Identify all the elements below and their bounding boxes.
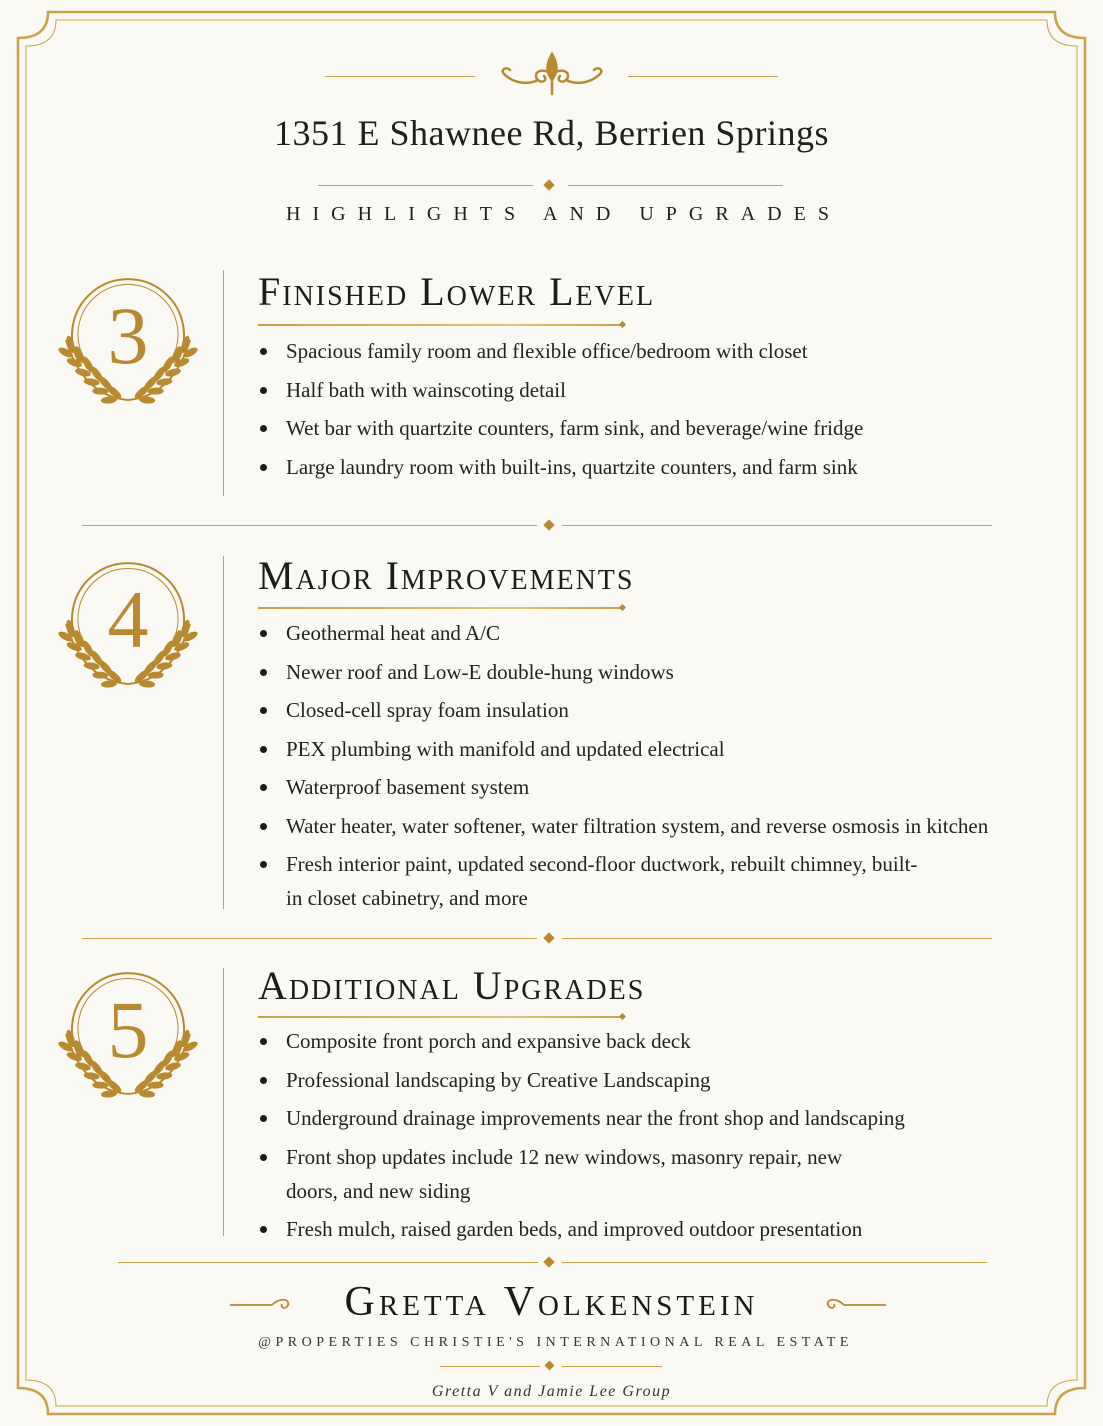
footer-divider-right — [562, 1262, 987, 1263]
section-divider-right — [562, 938, 992, 939]
brokerage-name: @PROPERTIES CHRISTIE'S INTERNATIONAL REAL ESTATE — [258, 1335, 853, 1350]
section-divider-left — [82, 525, 537, 526]
list-item: Half bath with wainscoting detail — [258, 373, 1038, 407]
list-item: Fresh interior paint, updated second-floor ductwork, rebuilt chimney, built-in closet cabinetry, and more — [258, 847, 926, 915]
property-address: 1351 E Shawnee Rd, Berrien Springs — [274, 113, 829, 153]
list-item: Front shop updates include 12 new windows, masonry repair, new doors, and new siding — [258, 1140, 866, 1208]
diamond-divider-icon — [543, 932, 554, 943]
scroll-flourish-icon — [818, 1295, 888, 1315]
address-rule-right — [568, 185, 783, 186]
list-item: Wet bar with quartzite counters, farm sink, and beverage/wine fridge — [258, 411, 1038, 445]
footer-divider-left — [118, 1262, 538, 1263]
list-item: Professional landscaping by Creative Landscaping — [258, 1063, 1038, 1097]
diamond-divider-icon — [543, 1256, 554, 1267]
section-4-badge — [58, 552, 198, 692]
diamond-divider-icon — [545, 1361, 555, 1371]
top-rule-right — [628, 76, 778, 77]
list-item: Large laundry room with built-ins, quartzite counters, and farm sink — [258, 450, 1038, 484]
list-item: Waterproof basement system — [258, 770, 1038, 804]
section-title: Major Improvements — [258, 553, 635, 598]
section-5-badge — [58, 962, 198, 1102]
title-underline — [258, 324, 622, 326]
page-subtitle: HIGHLIGHTS AND UPGRADES — [286, 203, 841, 225]
diamond-divider-icon — [543, 519, 554, 530]
top-rule-left — [325, 76, 475, 77]
list-item: Spacious family room and flexible office/bedroom with closet — [258, 334, 1038, 368]
title-underline — [258, 607, 622, 609]
section-divider-right — [562, 525, 992, 526]
list-item: Closed-cell spray foam insulation — [258, 693, 1038, 727]
section-3-rule — [223, 270, 224, 496]
section-title: Finished Lower Level — [258, 269, 656, 314]
bullet-list — [258, 334, 1038, 488]
section-5-rule — [223, 968, 224, 1236]
section-number: 3 — [107, 290, 149, 381]
address-rule-left — [318, 185, 533, 186]
section-4-rule — [223, 556, 224, 909]
section-number: 5 — [107, 984, 149, 1075]
list-item: Underground drainage improvements near the front shop and landscaping — [258, 1101, 1038, 1135]
bullet-list — [258, 1024, 1038, 1251]
group-name: Gretta V and Jamie Lee Group — [431, 1383, 672, 1400]
bullet-list — [258, 616, 1038, 920]
list-item: PEX plumbing with manifold and updated electrical — [258, 732, 1038, 766]
section-number: 4 — [107, 574, 149, 665]
list-item: Newer roof and Low-E double-hung windows — [258, 655, 1038, 689]
title-underline — [258, 1016, 622, 1018]
section-divider-left — [82, 938, 537, 939]
brokerage-rule-left — [440, 1366, 540, 1367]
list-item: Water heater, water softener, water filtration system, and reverse osmosis in kitchen — [258, 809, 1038, 843]
list-item: Geothermal heat and A/C — [258, 616, 1038, 650]
section-title: Additional Upgrades — [258, 963, 646, 1008]
diamond-divider-icon — [543, 179, 554, 190]
fleur-ornament-icon — [492, 44, 612, 100]
section-3-badge — [58, 268, 198, 408]
list-item: Fresh mulch, raised garden beds, and improved outdoor presentation — [258, 1212, 1038, 1246]
list-item: Composite front porch and expansive back deck — [258, 1024, 1038, 1058]
brokerage-rule-right — [562, 1366, 662, 1367]
agent-name: Gretta Volkenstein — [344, 1279, 759, 1325]
